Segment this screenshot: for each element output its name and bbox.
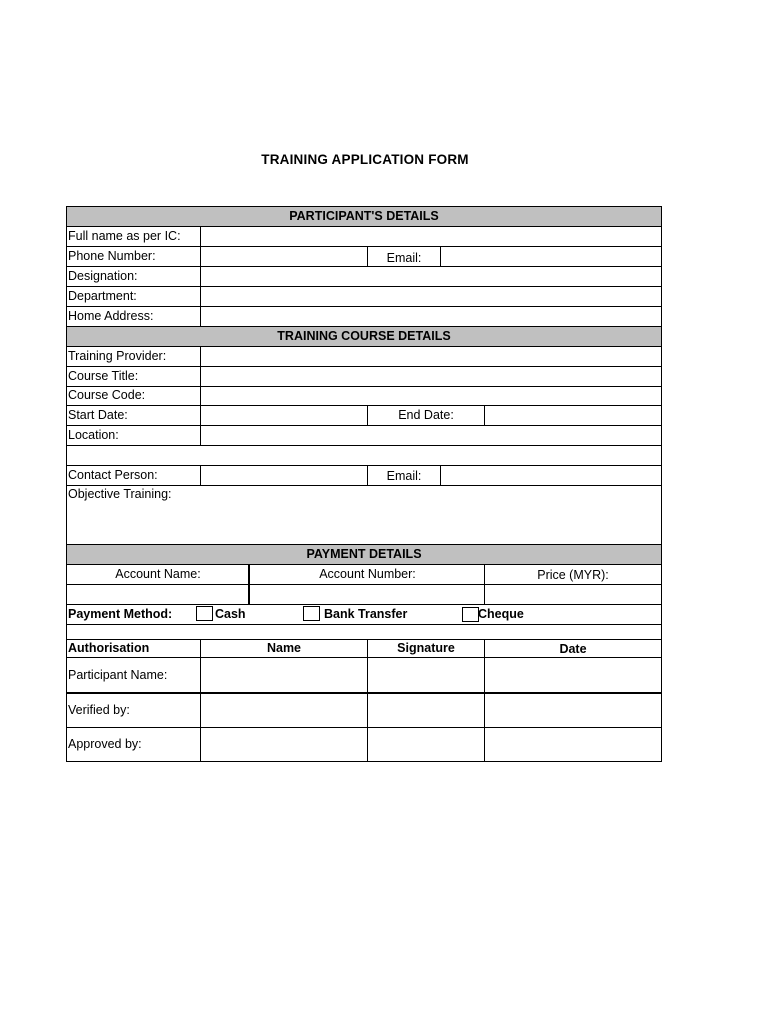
objective-field[interactable] [67,503,661,544]
location-label: Location: [68,428,119,442]
section-header-participant: PARTICIPANT'S DETAILS [67,207,661,226]
location-field-continued[interactable] [67,446,661,465]
contact-email-field[interactable] [441,466,661,485]
phone-label: Phone Number: [68,249,156,263]
account-name-label: Account Name: [115,567,201,581]
provider-field[interactable] [201,347,661,366]
column-divider [440,466,441,485]
authorisation-header: Authorisation [68,641,150,655]
full-name-field[interactable] [201,227,661,246]
department-label: Department: [68,289,137,303]
contact-person-label: Contact Person: [68,468,158,482]
column-divider [484,565,485,604]
column-divider [440,247,441,266]
home-address-field[interactable] [201,307,661,326]
course-title-label: Course Title: [68,369,139,383]
end-date-field[interactable] [485,406,661,425]
account-name-field[interactable] [67,585,249,604]
home-address-label: Home Address: [68,309,154,323]
name-column-header: Name [266,641,302,655]
course-code-field[interactable] [201,387,661,406]
cheque-checkbox[interactable] [462,607,479,622]
section-header-payment: PAYMENT DETAILS [67,545,661,564]
participant-name-label: Participant Name: [68,668,168,682]
bank-transfer-checkbox[interactable] [303,606,320,621]
approved-by-signature-field[interactable] [368,728,484,761]
application-form [66,206,662,762]
contact-email-label: Email: [386,469,422,483]
course-code-label: Course Code: [68,388,146,402]
start-date-label: Start Date: [68,408,128,422]
objective-label: Objective Training: [68,487,172,501]
participant-email-field[interactable] [441,247,661,266]
designation-field[interactable] [201,267,661,286]
cheque-option-label: Cheque [478,607,524,621]
location-field[interactable] [201,426,661,445]
column-divider [200,347,201,446]
signature-column-header: Signature [397,641,455,655]
column-divider [200,227,201,326]
form-title: TRAINING APPLICATION FORM [261,152,469,167]
verified-by-signature-field[interactable] [368,694,484,727]
approved-by-name-field[interactable] [201,728,367,761]
verified-by-name-field[interactable] [201,694,367,727]
price-label: Price (MYR): [537,568,609,582]
column-divider [484,640,485,761]
date-column-header: Date [559,642,587,656]
designation-label: Designation: [68,269,138,283]
bank-transfer-option-label: Bank Transfer [324,607,408,621]
participant-date-field[interactable] [485,658,661,692]
approved-by-label: Approved by: [68,737,142,751]
account-number-label: Account Number: [319,567,416,581]
column-divider [367,466,368,485]
blank-row [67,625,661,639]
end-date-label: End Date: [398,408,454,422]
cash-checkbox[interactable] [196,606,213,621]
phone-field[interactable] [201,247,367,266]
cash-option-label: Cash [215,607,246,621]
column-divider [248,565,250,604]
account-number-field[interactable] [251,585,484,604]
provider-label: Training Provider: [68,349,167,363]
full-name-label: Full name as per IC: [68,229,181,243]
start-date-field[interactable] [201,406,367,425]
payment-method-label: Payment Method: [68,607,173,621]
department-field[interactable] [201,287,661,306]
column-divider [367,640,368,761]
price-field[interactable] [485,585,661,604]
column-divider [200,466,201,485]
course-title-field[interactable] [201,367,661,386]
verified-by-date-field[interactable] [485,694,661,727]
participant-signature-field[interactable] [368,658,484,692]
verified-by-label: Verified by: [68,703,130,717]
column-divider [367,247,368,266]
column-divider [200,640,201,761]
section-header-course: TRAINING COURSE DETAILS [67,327,661,346]
approved-by-date-field[interactable] [485,728,661,761]
column-divider [367,406,368,425]
participant-name-field[interactable] [201,658,367,692]
participant-email-label: Email: [386,251,422,265]
column-divider [484,406,485,425]
contact-person-field[interactable] [201,466,367,485]
